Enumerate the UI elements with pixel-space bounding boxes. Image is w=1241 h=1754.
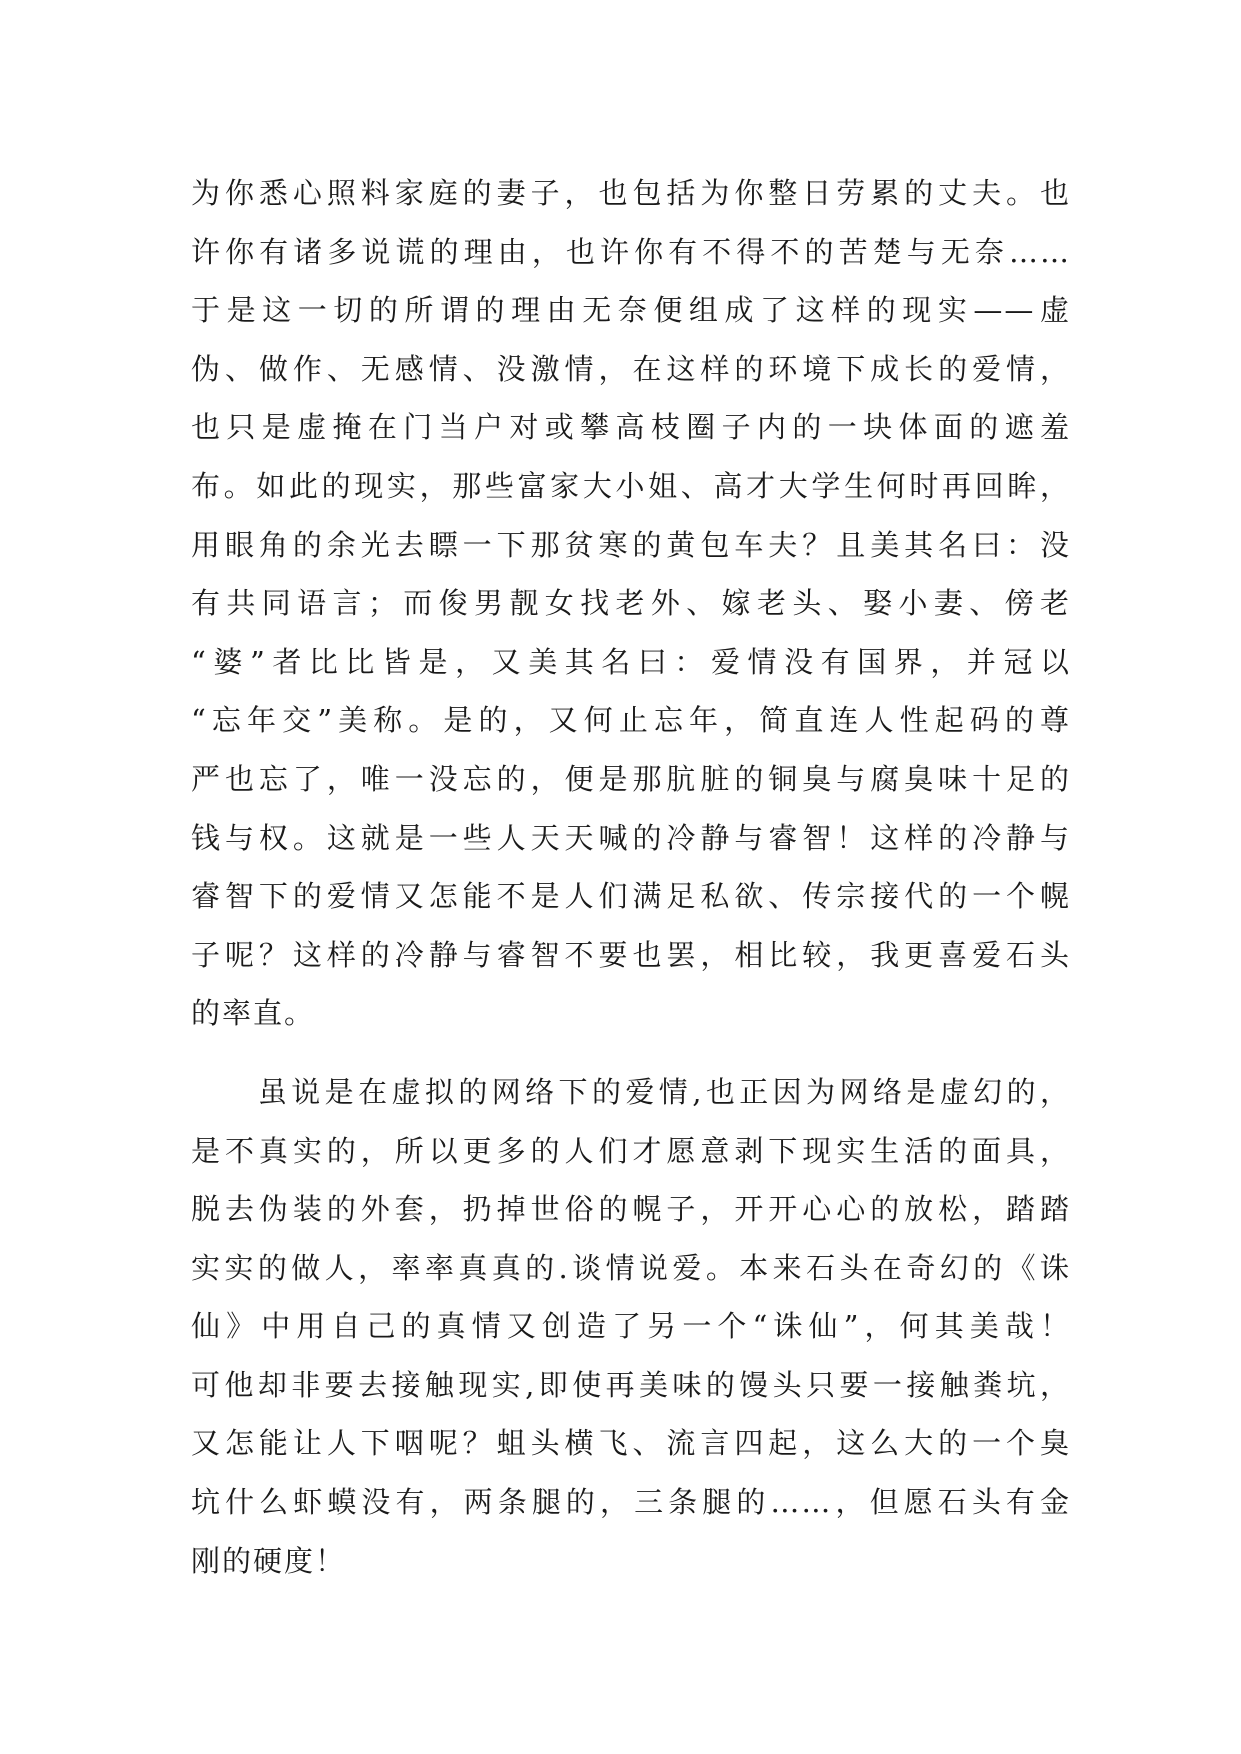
text-line: 有共同语言；而俊男靓女找老外、嫁老头、娶小妻、傍老	[191, 586, 1071, 621]
text-line: 布。如此的现实，那些富家大小姐、高才大学生何时再回眸，	[191, 468, 1071, 503]
text-line: 是不真实的，所以更多的人们才愿意剥下现实生活的面具，	[191, 1133, 1071, 1168]
text-line: 睿智下的爱情又怎能不是人们满足私欲、传宗接代的一个幌	[191, 879, 1071, 914]
text-line: 刚的硬度！	[191, 1543, 347, 1578]
text-line: “婆”者比比皆是，又美其名曰：爱情没有国界，并冠以	[191, 644, 1071, 679]
text-line: 钱与权。这就是一些人天天喊的冷静与睿智！这样的冷静与	[191, 820, 1071, 855]
text-line: 又怎能让人下咽呢？蛆头横飞、流言四起，这么大的一个臭	[191, 1426, 1071, 1461]
text-line: 的率直。	[191, 996, 316, 1031]
text-line: 许你有诸多说谎的理由，也许你有不得不的苦楚与无奈……	[191, 234, 1071, 269]
text-line: 仙》中用自己的真情又创造了另一个“诛仙”，何其美哉！	[191, 1309, 1071, 1344]
text-line: 用眼角的余光去瞟一下那贫寒的黄包车夫？且美其名曰：没	[191, 527, 1071, 562]
text-line: 伪、做作、无感情、没激情，在这样的环境下成长的爱情，	[191, 351, 1071, 386]
paragraph-gap	[191, 1043, 1071, 1063]
text-line: 也只是虚掩在门当户对或攀高枝圈子内的一块体面的遮羞	[191, 410, 1071, 445]
text-line: 脱去伪装的外套，扔掉世俗的幌子，开开心心的放松，踏踏	[191, 1192, 1071, 1227]
body-text	[191, 164, 1071, 1590]
text-line: “忘年交”美称。是的，又何止忘年，简直连人性起码的尊	[191, 703, 1071, 738]
text-line: 坑什么虾蟆没有，两条腿的，三条腿的……，但愿石头有金	[191, 1485, 1071, 1520]
text-line: 子呢？这样的冷静与睿智不要也罢，相比较，我更喜爱石头	[191, 937, 1071, 972]
paragraph-2	[191, 1063, 1071, 1590]
text-line: 可他却非要去接触现实,即使再美味的馒头只要一接触粪坑，	[191, 1367, 1071, 1402]
text-line: 严也忘了，唯一没忘的，便是那肮脏的铜臭与腐臭味十足的	[191, 761, 1071, 796]
paragraph-1	[191, 164, 1071, 1043]
text-line: 实实的做人，率率真真的.谈情说爱。本来石头在奇幻的《诛	[191, 1250, 1071, 1285]
text-line: 虽说是在虚拟的网络下的爱情,也正因为网络是虚幻的，	[191, 1074, 1071, 1109]
text-line: 为你悉心照料家庭的妻子，也包括为你整日劳累的丈夫。也	[191, 176, 1071, 210]
text-line: 于是这一切的所谓的理由无奈便组成了这样的现实——虚	[191, 293, 1071, 328]
